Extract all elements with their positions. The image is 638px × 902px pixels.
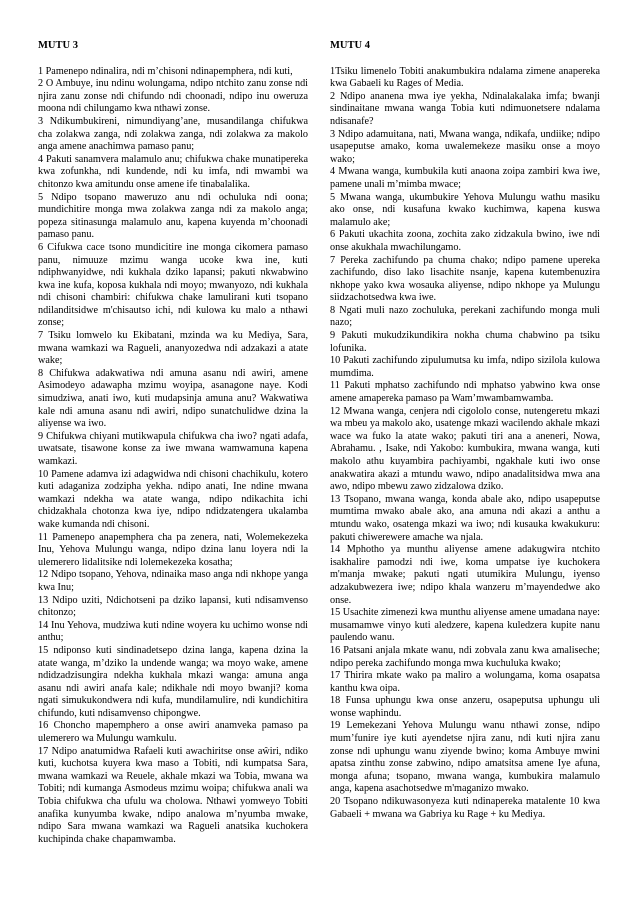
verse-paragraph: 12 Mwana wanga, cenjera ndi cigololo conse, nutengeretu mkazi wa mbeu ya makolo ako, usatenge mkazi wacilendo akhale mkazi wace wa fuko la atate wako; pakuti tiri ana a aneneri, Nowa, Abrahamu. , Isake, ndi Yakobo: kumbukira, mwana wanga, kuti makolo athu kuyambira pachiyambi, ngakhale kuti iwo onse anakwatira akazi a mtundu wawo, ndipo anadalitsidwa mwa ana awo, ndipo mbewu zawo zidzalowa dziko. [330,405,600,493]
right-column [330,40,600,821]
verse-paragraph: 17 Thirira mkate wako pa maliro a wolungama, koma osapatsa kanthu kwa oipa. [330,670,600,694]
verse-paragraph: 15 Usachite zimenezi kwa munthu aliyense amene umadana naye: musamamwe vinyo kuti aledzere, kapena kuledzera kupite nanu paulendo wanu. [330,607,600,644]
verse-paragraph: 16 Choncho mapemphero a onse awiri anamveka pamaso pa ulemerero wa Mulungu wamkulu. [38,720,308,745]
verse-paragraph: 13 Tsopano, mwana wanga, konda abale ako, ndipo usapeputse mumtima mwako abale ako, ana amuna ndi akazi a anthu a mtundu wako, osatenga mkazi wa iwo; ndi kusauka kwakukuru: pakuti chiwerewere amache wa njala. [330,493,600,543]
verse-paragraph: 8 Chifukwa adakwatiwa ndi amuna asanu ndi awiri, amene Asimodeyo adawapha mzimu woyipa, asanagone naye. Kodi simudziwa, anati iwo, kuti mudapsinja amuna anu? Wakwatiwa kale ndi amuna asanu ndi awiri, ndipo sunatchulidwe dzina la aliyense wa iwo. [38,367,308,430]
left-column [38,40,308,846]
verse-paragraph: 11 Pakuti mphatso zachifundo ndi mphatso yabwino kwa onse amene amapereka pamaso pa Wam’mwambamwamba. [330,380,600,405]
verse-paragraph: 3 Ndikumbukireni, nimundiyang’ane, musandilanga chifukwa cha zolakwa zanga, ndi zolakwa zanga, ndi zolakwa za makolo anga amene anachimwa pamaso panu; [38,115,308,153]
verse-paragraph: 7 Tsiku lomwelo ku Ekibatani, mzinda wa ku Mediya, Sara, mwana wamkazi wa Ragueli, ananyozedwa ndi adzakazi a atate wake; [38,330,308,367]
verse-paragraph: 14 Inu Yehova, mudziwa kuti ndine woyera ku uchimo wonse ndi anthu; [38,619,308,644]
verse-paragraph: 14 Mphotho ya munthu aliyense amene adakugwira ntchito isakhalire pamodzi ndi iwe, koma umpatse iye kuchokera m'manja mwake; pakuti ngati utumikira Mulungu, iyenso adzakubwezera iwe; ndipo khala wanzeru m’mayendedwe ako onse. [330,544,600,606]
verse-paragraph: 20 Tsopano ndikuwasonyeza kuti ndinapereka matalente 10 kwa Gabaeli + mwana wa Gabriya ku Rage + ku Mediya. [330,796,600,820]
verse-paragraph: 10 Pamene adamva izi adagwidwa ndi chisoni chachikulu, kotero kuti adaganiza zodzipha yekha. ndipo anati, Ine ndine mwana wamkazi ndekha wa atate wanga, ndipo ndikachita ichi chidzakhala chotonza kwa iye, ndipo ndidzatengera ukalamba wake kumanda ndi chisoni. [38,468,308,530]
chapter-heading: MUTU 3 [38,40,78,51]
verse-paragraph: 2 O Ambuye, inu ndinu wolungama, ndipo ntchito zanu zonse ndi njira zanu zonse ndi chifundo ndi choonadi, ndipo inu oweruza moona ndi chilungamo kwa nthawi zonse. [38,78,308,115]
verse-paragraph: 3 Ndipo adamuitana, nati, Mwana wanga, ndikafa, undiike; ndipo usapeputse amako, koma uwalemekeze masiku onse a moyo wako; [330,128,600,165]
verse-paragraph: 10 Pakuti zachifundo zipulumutsa ku imfa, ndipo sizilola kulowa mumdima. [330,355,600,379]
verse-paragraph: 6 Pakuti ukachita zoona, zochita zako zidzakula bwino, iwe ndi onse akukhala mwachilungamo. [330,229,600,253]
verse-paragraph: 4 Mwana wanga, kumbukila kuti anaona zoipa zambiri kwa iwe, pamene unali m’mimba mwace; [330,166,600,190]
verse-paragraph: 6 Cifukwa cace tsono mundicitire ine monga cikomera pamaso panu, nimuuze mzimu wanga ucoke kwa ine, kuti ndiphwanyidwe, ndi kukhala dziko lapansi; pakuti nkwabwino kwa ine kufa, koposa kukhala ndi moyo; mwanyozo, ndi kukhala ndi chisoni chambiri: chifukwa chake lamulirani kuti tsopano ndilanditsidwe m'chisautso ichi, ndi kulowa ku malo a nthawi zonse; [38,241,308,329]
verse-paragraph: 1Tsiku limenelo Tobiti anakumbukira ndalama zimene anapereka kwa Gabaeli ku Rages of Media. [330,65,600,90]
verse-paragraph: 1 Pamenepo ndinalira, ndi m’chisoni ndinapemphera, ndi kuti, [38,65,293,77]
verse-paragraph: 9 Chifukwa chiyani mutikwapula chifukwa cha iwo? ngati adafa, uwatsate, tisawone konse za iwe mwana wamwamuna kapena wamkazi. [38,430,308,467]
verse-paragraph: 18 Funsa uphungu kwa onse anzeru, osapeputsa uphungu uli wonse waphindu. [330,695,600,719]
verse-paragraph: 19 Lemekezani Yehova Mulungu wanu nthawi zonse, ndipo mum’funire iye kuti ayendetse njira zanu, ndi kuti njira zanu zonse ndi uphungu wanu ziyende bwino; koma Ambuye mwini apatsa zinthu zonse zabwino, ndipo amatsitsa amene Iye afuna, monga afuna; tsopano, mwana wanga, kumbukira malamulo anga, kapena asachotsedwe m'maganizo mwako. [330,720,600,795]
verse-paragraph: 17 Ndipo anatumidwa Rafaeli kuti awachiritse onse aŵiri, ndiko kuti, kuchotsa kuyera kwa maso a Tobiti, ndi kumpatsa Sara, mwana wamkazi wa Reuele, akhale mkazi wa Tobia, mwana wa Tobiti; ndi kumanga Asmodeus mzimu woipa; chifukwa anali wa Tobia chifukwa cha ufulu wa cholowa. Nthawi yomweyo Tobiti anafika kunyumba kwake, ndipo analowa m’nyumba mwake, ndipo Sara mwana wamkazi wa Ragueli anatsika kuchokera kuchipinda chake chapamwamba. [38,745,308,845]
verse-paragraph: 12 Ndipo tsopano, Yehova, ndinaika maso anga ndi nkhope yanga kwa Inu; [38,569,308,593]
verse-paragraph: 8 Ngati muli nazo zochuluka, perekani zachifundo monga muli nazo; [330,304,600,329]
verse-list [38,66,308,847]
verse-paragraph: 2 Ndipo ananena mwa iye yekha, Ndinalakalaka imfa; bwanji sindinaitane mwana wanga Tobia kuti ndimuonetsere ndalama ndisanafe? [330,90,600,127]
verse-list [330,66,600,822]
verse-paragraph: 11 Pamenepo anapemphera cha pa zenera, nati, Wolemekezeka Inu, Yehova Mulungu wanga, ndipo dzina lanu loyera ndi la ulemerero lidalitsike ndi lolemekezeka kosatha; [38,531,308,568]
verse-paragraph: 15 ndiponso kuti sindinadetsepo dzina langa, kapena dzina la atate wanga, m’dziko la undende wanga; wa moyo wake, amene ndidzadzisungira ndekha kukhala mkazi wanga: amuna anga asanu ndi awiri anafa kale; ndikhale ndi moyo bwanji? koma ngati simukukondwera ndi kufa, mundilamulire, ndi kundichitira chifundo, kuti ndisamvenso chipongwe. [38,644,308,719]
verse-paragraph: 5 Ndipo tsopano maweruzo anu ndi ochuluka ndi oona; mundichitire monga mwa zolakwa zanga ndi za makolo anga; popeza sitinasunga malamulo anu, kapena kuyenda m’choonadi pamaso panu. [38,191,308,241]
chapter-heading: MUTU 4 [330,40,370,51]
verse-paragraph: 5 Mwana wanga, ukumbukire Yehova Mulungu wathu masiku ako onse, ndi kusafuna kwako kuchimwa, kapena kuswa malamulo ake; [330,191,600,228]
verse-paragraph: 9 Pakuti mukudzikundikira nokha chuma chabwino pa tsiku lofunika. [330,330,600,354]
verse-paragraph: 4 Pakuti sanamvera malamulo anu; chifukwa chake munatipereka kwa zofunkha, ndi kundende, ndi ku imfa, ndi mwambi wa chitonzo kwa amitundu onse amene ife tinabalalika. [38,153,308,190]
verse-paragraph: 13 Ndipo uziti, Ndichotseni pa dziko lapansi, kuti ndisamvenso chitonzo; [38,594,308,619]
verse-paragraph: 7 Pereka zachifundo pa chuma chako; ndipo pamene upereka zachifundo, diso lako lisachite nsanje, kapena kutembenuzira nkhope yako kwa wosauka aliyense, ndipo nkhope ya Mulungu siidzachotsedwa kwa iwe. [330,254,600,304]
verse-paragraph: 16 Patsani anjala mkate wanu, ndi zobvala zanu kwa amaliseche; ndipo pereka zachifundo monga mwa kuchuluka kwako; [330,644,600,669]
